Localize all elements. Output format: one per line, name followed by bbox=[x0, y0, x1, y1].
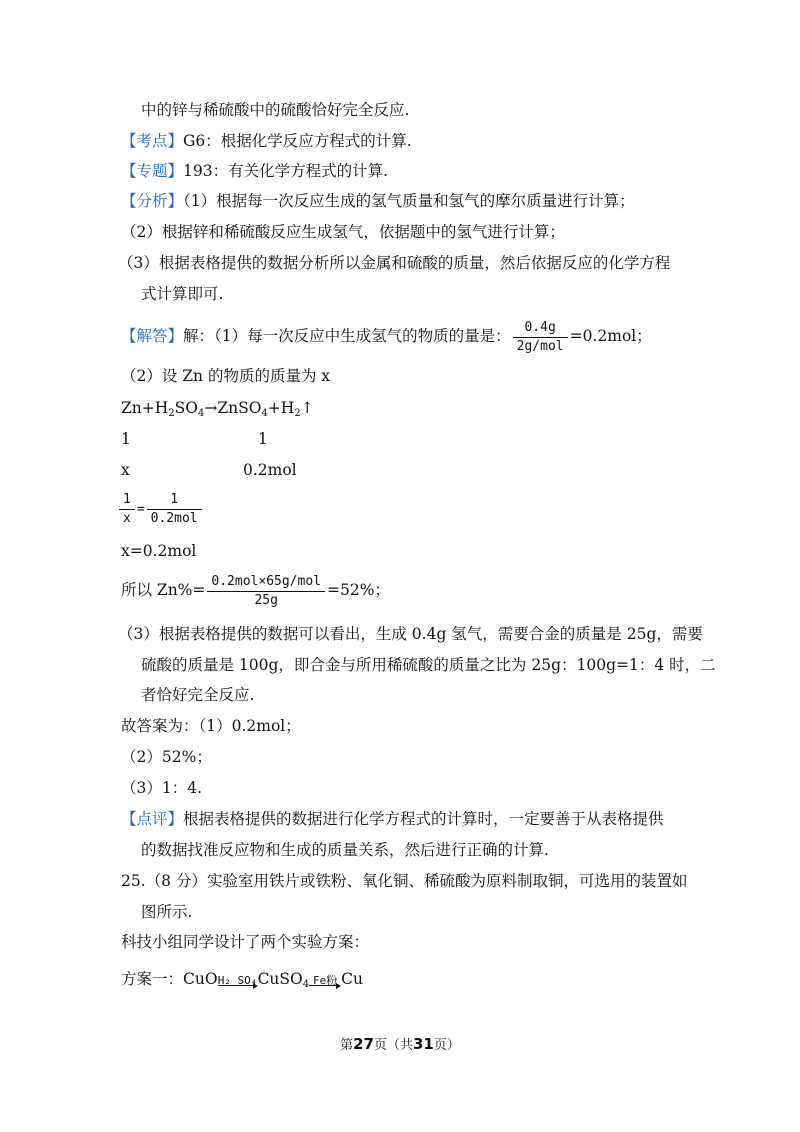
jieda-pre: 解：（1）每一次反应中生成氢气的物质的量是： bbox=[183, 327, 511, 345]
plan-end: Cu bbox=[341, 970, 363, 988]
zn-pre: 所以 Zn%= bbox=[121, 581, 206, 599]
eq-part: +H bbox=[267, 399, 295, 417]
reaction-condition: Fe粉 bbox=[312, 974, 338, 987]
x-result: x=0.2mol bbox=[121, 542, 197, 560]
fraction-numerator: 1 bbox=[147, 492, 202, 510]
step-3b: 硫酸的质量是 100g，即合金与所用稀硫酸的质量之比为 25g：100g=1：4 时，二 bbox=[141, 656, 716, 674]
kaodian-tag: 【考点】 bbox=[121, 132, 184, 150]
page-number: 27 bbox=[353, 1035, 374, 1053]
fraction-denominator: 0.2mol bbox=[150, 510, 198, 526]
eq-part: →ZnSO bbox=[204, 399, 262, 417]
step-3a: （3）根据表格提供的数据可以看出，生成 0.4g 氢气，需要合金的质量是 25g，需要 bbox=[118, 625, 703, 643]
reaction-arrow bbox=[309, 975, 341, 989]
answer-3: （3）1：4. bbox=[121, 779, 203, 797]
question-25a: 25.（8 分）实验室用铁片或铁粉、氧化铜、稀硫酸为原料制取铜，可选用的装置如 bbox=[121, 872, 688, 890]
dianping-tag: 【点评】 bbox=[121, 810, 184, 828]
eq-sub: 2 bbox=[168, 408, 175, 419]
kaodian-text: G6：根据化学反应方程式的计算. bbox=[183, 132, 412, 150]
answer-2: （2）52%； bbox=[121, 748, 212, 766]
kaodian-row bbox=[121, 131, 412, 151]
page-footer bbox=[0, 1034, 800, 1053]
jieda-post: =0.2mol； bbox=[569, 327, 652, 345]
footer-post: 页） bbox=[433, 1038, 460, 1053]
eq-part: Zn+H bbox=[121, 399, 169, 417]
fenxi-2: （2）根据锌和稀硫酸反应生成氢气，依据题中的氢气进行计算； bbox=[121, 223, 565, 241]
fraction bbox=[207, 574, 325, 609]
eq-sub: 2 bbox=[294, 408, 301, 419]
zhuanti-row bbox=[121, 161, 388, 181]
eq-sub: 4 bbox=[261, 408, 268, 419]
step-3c: 者恰好完全反应. bbox=[141, 686, 255, 704]
reaction-condition: H₂ SO₄ bbox=[217, 974, 258, 987]
jieda-tag: 【解答】 bbox=[121, 327, 184, 345]
question-25c: 科技小组同学设计了两个实验方案： bbox=[121, 933, 370, 951]
plan-one bbox=[121, 966, 363, 998]
ratio-row-1-b: 1 bbox=[258, 430, 268, 448]
fenxi-text: （1）根据每一次反应生成的氢气质量和氢气的摩尔质量进行计算； bbox=[183, 192, 635, 210]
jieda-row bbox=[121, 318, 652, 355]
step-2: （2）设 Zn 的物质的质量为 x bbox=[121, 367, 331, 385]
ratio-row-2-a: x bbox=[121, 461, 130, 479]
zn-percent bbox=[121, 572, 390, 609]
footer-pre: 第 bbox=[340, 1038, 354, 1053]
plan-sub: 4 bbox=[302, 979, 310, 990]
fraction-denominator: 25g bbox=[254, 592, 278, 608]
eq-sub: 4 bbox=[197, 408, 205, 419]
footer-mid: 页（共 bbox=[373, 1038, 413, 1053]
zhuanti-text: 193：有关化学方程式的计算. bbox=[183, 162, 389, 180]
fraction-numerator: 0.4g bbox=[513, 320, 568, 338]
equals-sign: = bbox=[136, 502, 145, 517]
eq-part: SO bbox=[174, 399, 198, 417]
fraction-denominator: x bbox=[123, 510, 131, 526]
dianping-row bbox=[121, 809, 664, 829]
fraction bbox=[147, 492, 202, 527]
question-25b: 图所示. bbox=[141, 903, 193, 921]
proportion bbox=[117, 490, 204, 528]
arrow-icon bbox=[309, 983, 341, 989]
fraction bbox=[513, 320, 568, 355]
reaction-arrow bbox=[218, 975, 258, 989]
plan-mid: CuSO bbox=[257, 970, 303, 988]
ratio-row-1-a: 1 bbox=[121, 430, 131, 448]
fraction bbox=[119, 492, 135, 527]
fraction-numerator: 1 bbox=[119, 492, 135, 510]
plan-pre: 方案一：CuO bbox=[121, 970, 218, 988]
zhuanti-tag: 【专题】 bbox=[121, 162, 184, 180]
fenxi-3b: 式计算即可. bbox=[141, 285, 224, 303]
ratio-row-2-b: 0.2mol bbox=[243, 461, 297, 479]
zn-post: =52%； bbox=[326, 581, 390, 599]
dianping-b: 的数据找准反应物和生成的质量关系，然后进行正确的计算. bbox=[141, 841, 549, 859]
equation bbox=[121, 398, 314, 424]
answer-1: 故答案为：（1）0.2mol； bbox=[121, 717, 301, 735]
fenxi-3a: （3）根据表格提供的数据分析所以金属和硫酸的质量，然后依据反应的化学方程 bbox=[118, 254, 671, 272]
arrow-icon bbox=[218, 983, 258, 989]
fenxi-row bbox=[121, 191, 635, 211]
page-total: 31 bbox=[413, 1035, 434, 1053]
dianping-text: 根据表格提供的数据进行化学方程式的计算时，一定要善于从表格提供 bbox=[183, 810, 664, 828]
up-arrow: ↑ bbox=[300, 399, 314, 417]
text-line: 中的锌与稀硫酸中的硫酸恰好完全反应. bbox=[141, 101, 410, 119]
fenxi-tag: 【分析】 bbox=[121, 192, 184, 210]
fraction-numerator: 0.2mol×65g/mol bbox=[207, 574, 325, 592]
fraction-denominator: 2g/mol bbox=[516, 338, 564, 354]
